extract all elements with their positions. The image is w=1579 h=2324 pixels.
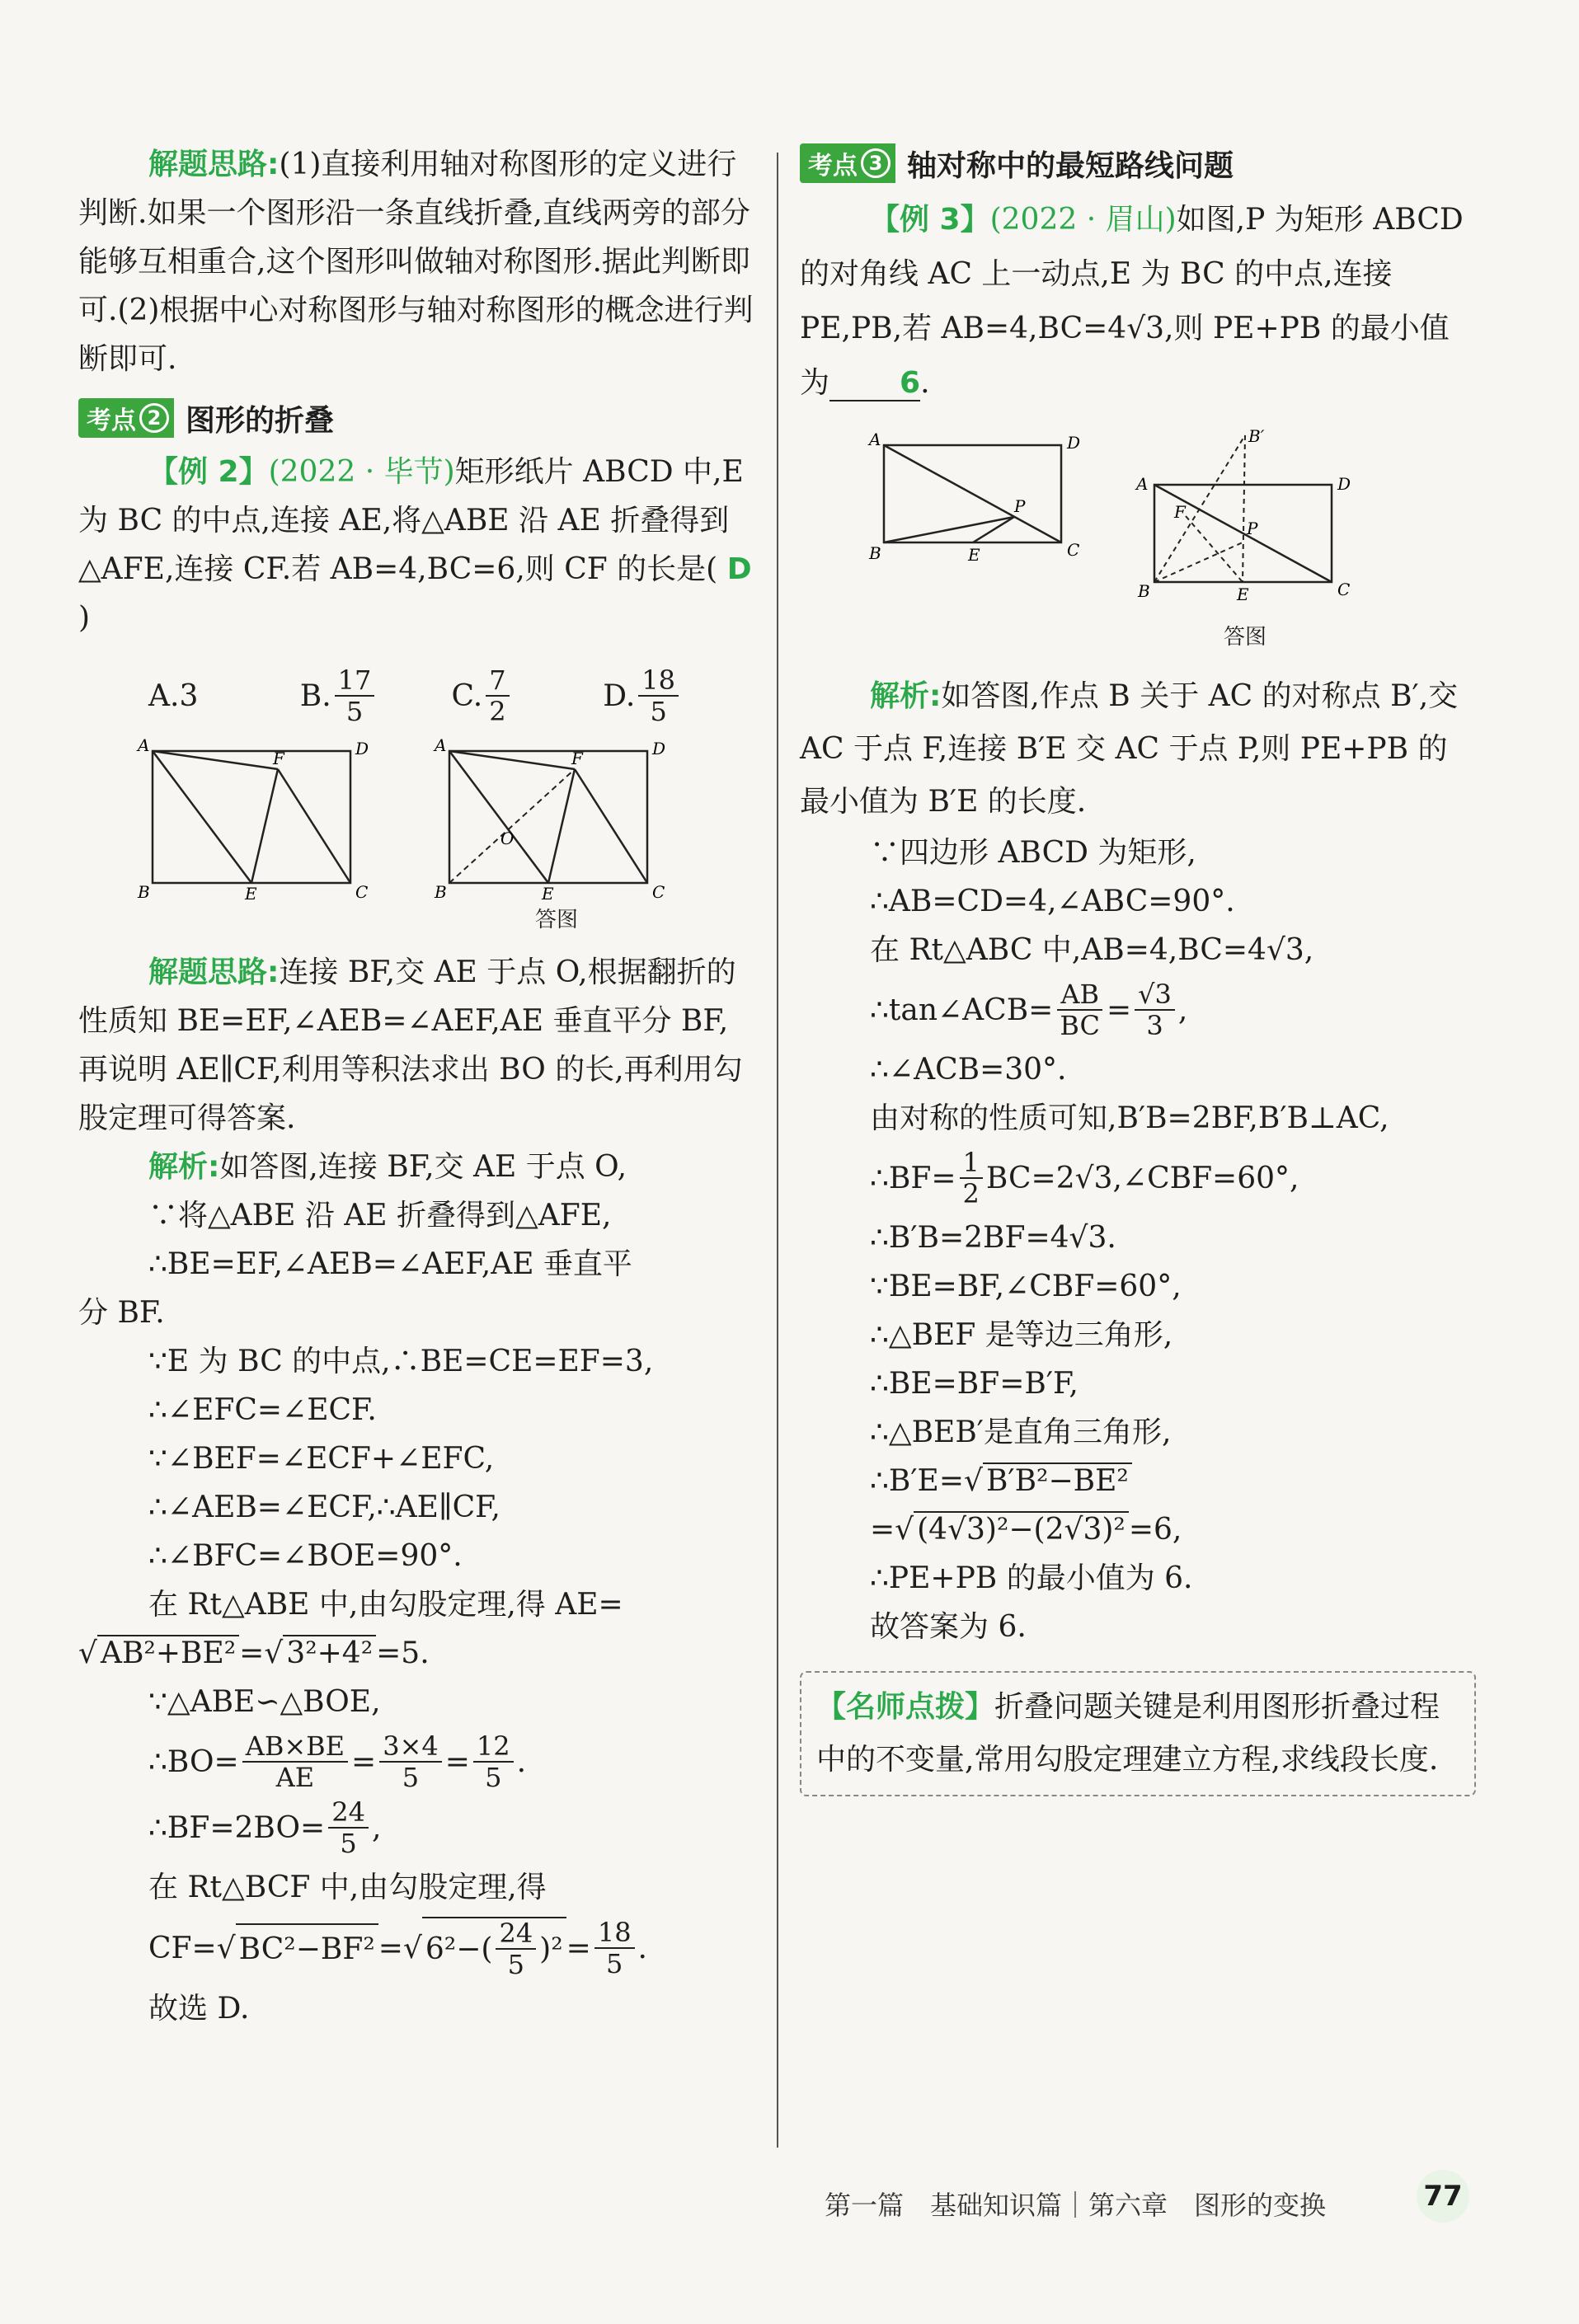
page-footer: 第一篇 基础知识篇｜第六章 图形的变换 [825, 2190, 1327, 2221]
segment-bp-dashed [1154, 542, 1243, 582]
fraction [960, 1148, 983, 1209]
bf-equation [870, 1148, 1476, 1209]
figure-caption: 答图 [534, 908, 578, 932]
label-d: D [1067, 433, 1081, 453]
label-e: E [968, 545, 980, 565]
denominator: 5 [650, 696, 667, 727]
eq-prefix: ∴tan∠ACB= [870, 993, 1054, 1027]
option-b [300, 665, 452, 726]
solution-line: ∴PE+PB 的最小值为 6. [870, 1561, 1193, 1595]
label-b: B [869, 543, 881, 563]
left-column [78, 140, 754, 2033]
example-2 [78, 448, 754, 642]
numerator: 18 [594, 1918, 635, 1949]
label-o: O [500, 829, 515, 848]
solution-line: ∴△BEF 是等边三角形, [870, 1318, 1173, 1352]
label-a: A [1136, 474, 1149, 494]
label-a: A [435, 735, 447, 755]
denominator: AE [275, 1762, 315, 1793]
denominator: 5 [402, 1762, 420, 1793]
label-d: D [355, 739, 369, 758]
equals: = [378, 1931, 403, 1965]
denominator: 2 [962, 1178, 980, 1209]
eq-suffix: BC=2√3,∠CBF=60°, [985, 1161, 1299, 1195]
eq-prefix: CF= [148, 1931, 217, 1965]
teacher-tip-box [800, 1671, 1476, 1796]
think1-paragraph [78, 140, 754, 383]
rectangle-figure [866, 427, 1088, 567]
label-b: B [1138, 581, 1150, 601]
option-d-fraction [638, 665, 679, 726]
label-c: C [652, 882, 665, 899]
solution-intro [800, 670, 1476, 829]
period: . [920, 366, 930, 400]
solution-intro-text: 如答图,连接 BF,交 AE 于点 O, [219, 1150, 627, 1184]
eq-prefix: ∴BF= [870, 1161, 956, 1195]
denominator: 5 [340, 1828, 357, 1859]
example-source: (2022 · 毕节) [268, 455, 455, 489]
section-tag-label: 考点 [808, 152, 858, 181]
example-3-figures [866, 427, 1476, 650]
tip-paragraph [816, 1681, 1459, 1786]
reflection-answer-figure [1130, 427, 1360, 617]
option-d-label: D. [603, 678, 636, 713]
label-p: P [1247, 519, 1258, 538]
segment-fe [548, 769, 575, 883]
numerator: AB×BE [242, 1731, 348, 1763]
section-number: 3 [861, 148, 891, 178]
label-f: F [1174, 502, 1186, 522]
label-e: E [245, 884, 257, 899]
option-c [452, 665, 604, 726]
solution-label: 解析: [870, 679, 942, 713]
be-equation-2: =√ (4√3)²−(2√3)² =6, [870, 1513, 1182, 1547]
solution-line: 故答案为 6. [870, 1610, 1027, 1644]
solution-intro-text: 如答图,作点 B 关于 AC 的对称点 B′,交 AC 于点 F,连接 B′E 交 AC 于点 P,则 PE+PB 的最小值为 B′E 的长度. [800, 679, 1459, 819]
equals: = [1106, 993, 1132, 1027]
denominator: 2 [489, 696, 506, 727]
right-column [800, 140, 1476, 1796]
label-c: C [1067, 540, 1080, 560]
label-e: E [542, 884, 554, 899]
numerator: 17 [335, 665, 375, 697]
section-3-header [800, 140, 1476, 186]
numerator: 24 [328, 1797, 369, 1829]
page-number: 77 [1417, 2170, 1469, 2223]
equals: = [870, 1513, 895, 1547]
fold-figure [136, 735, 383, 899]
segment-fc [278, 769, 350, 883]
label-p: P [1014, 496, 1026, 516]
period: . [637, 1931, 647, 1965]
solution-line: 在 Rt△ABE 中,由勾股定理,得 AE= [148, 1588, 623, 1622]
fraction [242, 1731, 348, 1792]
fraction [1135, 979, 1175, 1040]
period: . [516, 1744, 527, 1779]
denominator: 5 [507, 1949, 524, 1980]
example-label: 【例 2】 [148, 455, 269, 489]
radicand-part: 6²− [425, 1932, 482, 1966]
label-a: A [138, 735, 150, 755]
label-b: B [435, 882, 447, 899]
think2-label: 解题思路: [148, 955, 280, 989]
answer-figure-2 [433, 735, 680, 933]
eq-prefix: ∴BF=2BO= [148, 1810, 326, 1845]
segment-bb-dashed [1154, 435, 1245, 582]
radicand: (4√3)²−(2√3)² [914, 1511, 1129, 1547]
denominator: BC [1060, 1010, 1100, 1041]
numerator: 12 [473, 1731, 514, 1763]
solution-line: ∴∠ACB=30°. [870, 1053, 1067, 1087]
bo-equation [148, 1731, 754, 1792]
fraction [379, 1731, 442, 1792]
section-tag [800, 143, 895, 183]
solution-line: ∴BE=BF=B′F, [870, 1367, 1079, 1401]
section-tag [78, 398, 174, 438]
label-d: D [652, 739, 666, 758]
section-title: 轴对称中的最短路线问题 [907, 148, 1234, 183]
think2-paragraph [78, 948, 754, 1143]
solution-line: ∵E 为 BC 的中点,∴BE=CE=EF=3, [148, 1345, 654, 1378]
example-text: 如图,P 为矩形 ABCD 的对角线 AC 上一动点,E 为 BC 的中点,连接 PE,PB,若 AB=4,BC=4√3,则 PE+PB 的最小值为 [800, 203, 1464, 400]
fraction [496, 1918, 536, 1979]
radicand: B′B²−BE² [983, 1462, 1132, 1498]
fraction [594, 1918, 635, 1979]
pythagoras-line: √ AB²+BE² =√ 3²+4² =5. [78, 1636, 430, 1670]
segment-ae [153, 751, 251, 883]
tip-text: 折叠问题关键是利用图形折叠过程中的不变量,常用勾股定理建立方程,求线段长度. [816, 1690, 1440, 1777]
radicand: 3²+4² [283, 1635, 376, 1670]
segment-fe-dashed [1186, 516, 1243, 582]
solution-line: ∵将△ABE 沿 AE 折叠得到△AFE, [148, 1199, 612, 1232]
numerator: 18 [638, 665, 679, 697]
option-b-fraction [335, 665, 375, 726]
answer-blank [829, 367, 920, 401]
denominator: 3 [1146, 1010, 1163, 1041]
bf-equation [148, 1797, 754, 1858]
solution-line: 分 BF. [78, 1296, 165, 1330]
solution-line: ∴∠AEB=∠ECF,∴AE∥CF, [148, 1491, 500, 1524]
label-c: C [1337, 580, 1351, 599]
rectangle-abcd [449, 751, 647, 883]
solution-line: ∴△BEB′是直角三角形, [870, 1416, 1172, 1449]
numerator: √3 [1135, 979, 1175, 1011]
segment-ae [449, 751, 548, 883]
option-c-fraction [486, 665, 509, 726]
fraction [1056, 979, 1103, 1040]
denominator: 5 [345, 696, 364, 727]
solution-line: ∵四边形 ABCD 为矩形, [870, 836, 1196, 870]
section-number: 2 [139, 403, 169, 433]
segment-af [449, 751, 575, 769]
numerator: 3×4 [379, 1731, 442, 1763]
numerator: 7 [486, 665, 509, 697]
label-c: C [355, 882, 369, 899]
equals: = [351, 1744, 377, 1779]
square: ² [551, 1932, 563, 1966]
paren-close: ) [78, 601, 91, 635]
numerator: AB [1057, 979, 1102, 1011]
label-e: E [1237, 585, 1249, 604]
numerator: 1 [960, 1148, 983, 1179]
example-answer: 6 [900, 366, 921, 400]
eq-prefix: ∴BO= [148, 1744, 239, 1779]
option-a [148, 679, 300, 713]
segment-fe [251, 769, 278, 883]
solution-line: ∵BE=BF,∠CBF=60°, [870, 1270, 1182, 1303]
radicand: BC²−BF² [236, 1923, 378, 1974]
radicand: 6²− ( $\frac{24}{5}$ ) ² [422, 1917, 566, 1979]
answer-figure-3 [1130, 427, 1360, 650]
option-c-label: C. [451, 678, 483, 713]
comma: , [371, 1810, 382, 1845]
equals: = [444, 1744, 470, 1779]
fold-answer-figure [433, 735, 680, 899]
equals: = [566, 1931, 591, 1965]
denominator: 5 [606, 1948, 623, 1979]
segment-fc [575, 769, 647, 883]
solution-line: 由对称的性质可知,B′B=2BF,B′B⊥AC, [870, 1101, 1389, 1135]
solution-line: 在 Rt△ABC 中,AB=4,BC=4√3, [870, 933, 1314, 967]
section-tag-label: 考点 [87, 406, 136, 435]
cf-equation: CF= √ BC²−BF² = √ 6²− ( $\frac{24}{5}$ ) ² = $\frac{18}{5}$ . [148, 1917, 647, 1980]
figure-caption: 答图 [1223, 625, 1266, 650]
label-f: F [571, 749, 583, 768]
similarity-line: ∵△ABE∽△BOE, [148, 1685, 381, 1719]
think1-text: (1)直接利用轴对称图形的定义进行判断.如果一个图形沿一条直线折叠,直线两旁的部分能够互相重合,这个图形叫做轴对称图形.据此判断即可.(2)根据中心对称图形与轴对称图形的概念进行判断即可. [78, 148, 754, 376]
diagonal-ac [884, 445, 1061, 542]
final-answer: 故选 D. [148, 1992, 250, 2026]
be-equation: ∴B′E=√ B′B²−BE² [870, 1457, 1476, 1505]
column-divider [777, 153, 778, 2148]
result: =6, [1128, 1513, 1182, 1547]
option-a-value: 3 [179, 678, 199, 713]
equals: = [239, 1636, 265, 1670]
fraction [473, 1731, 514, 1792]
solution-line: ∴∠EFC=∠ECF. [148, 1393, 377, 1427]
segment-bf-dashed [449, 769, 575, 883]
solution-line: ∴BE=EF,∠AEB=∠AEF,AE 垂直平 [148, 1247, 632, 1281]
denominator: 5 [485, 1762, 502, 1793]
comma: , [1177, 993, 1188, 1027]
section-title: 图形的折叠 [186, 403, 335, 438]
example-source: (2022 · 眉山) [989, 203, 1177, 237]
solution-line: ∵∠BEF=∠ECF+∠EFC, [148, 1442, 495, 1476]
think2-text: 连接 BF,交 AE 于点 O,根据翻折的性质知 BE=EF,∠AEB=∠AEF,AE 垂直平分 BF,再说明 AE∥CF,利用等积法求出 BO 的长,再利用勾股定理可得答案. [78, 955, 743, 1135]
radicand: AB²+BE² [97, 1635, 239, 1670]
segment-af [153, 751, 278, 769]
solution-line: ∴AB=CD=4,∠ABC=90°. [870, 885, 1235, 918]
example-answer: D [726, 552, 752, 586]
tan-equation [870, 979, 1476, 1040]
example-label: 【例 3】 [870, 203, 990, 237]
segment-be-dashed [1243, 435, 1245, 582]
eq-prefix: ∴B′E= [870, 1464, 964, 1498]
option-a-label: A. [148, 678, 180, 713]
example-text: 矩形纸片 ABCD 中,E 为 BC 的中点,连接 AE,将△ABE 沿 AE 折叠得到△AFE,连接 CF.若 AB=4,BC=6,则 CF 的长是( [78, 455, 744, 586]
example-3 [800, 193, 1476, 411]
fraction [328, 1797, 369, 1858]
option-b-label: B. [299, 678, 331, 713]
section-2-header [78, 395, 754, 441]
label-b: B [138, 882, 150, 899]
label-d: D [1337, 474, 1351, 494]
solution-line: ∴∠BFC=∠BOE=90°. [148, 1539, 463, 1573]
solution-line: 在 Rt△BCF 中,由勾股定理,得 [148, 1871, 547, 1904]
rectangle-abcd [153, 751, 350, 883]
tip-label: 【名师点拨】 [816, 1690, 995, 1724]
label-a: A [869, 430, 881, 449]
label-b-prime: B′ [1248, 427, 1265, 446]
result: =5. [376, 1636, 430, 1670]
option-d [603, 665, 754, 726]
think1-label: 解题思路: [148, 148, 280, 181]
solution-label: 解析: [148, 1150, 220, 1184]
options-row [148, 665, 754, 726]
solution-intro [78, 1143, 754, 1191]
diagonal-ac [1154, 485, 1332, 582]
label-f: F [273, 749, 284, 768]
example-2-figures [136, 735, 754, 933]
solution-line: ∴B′B=2BF=4√3. [870, 1221, 1116, 1255]
numerator: 24 [496, 1918, 536, 1950]
